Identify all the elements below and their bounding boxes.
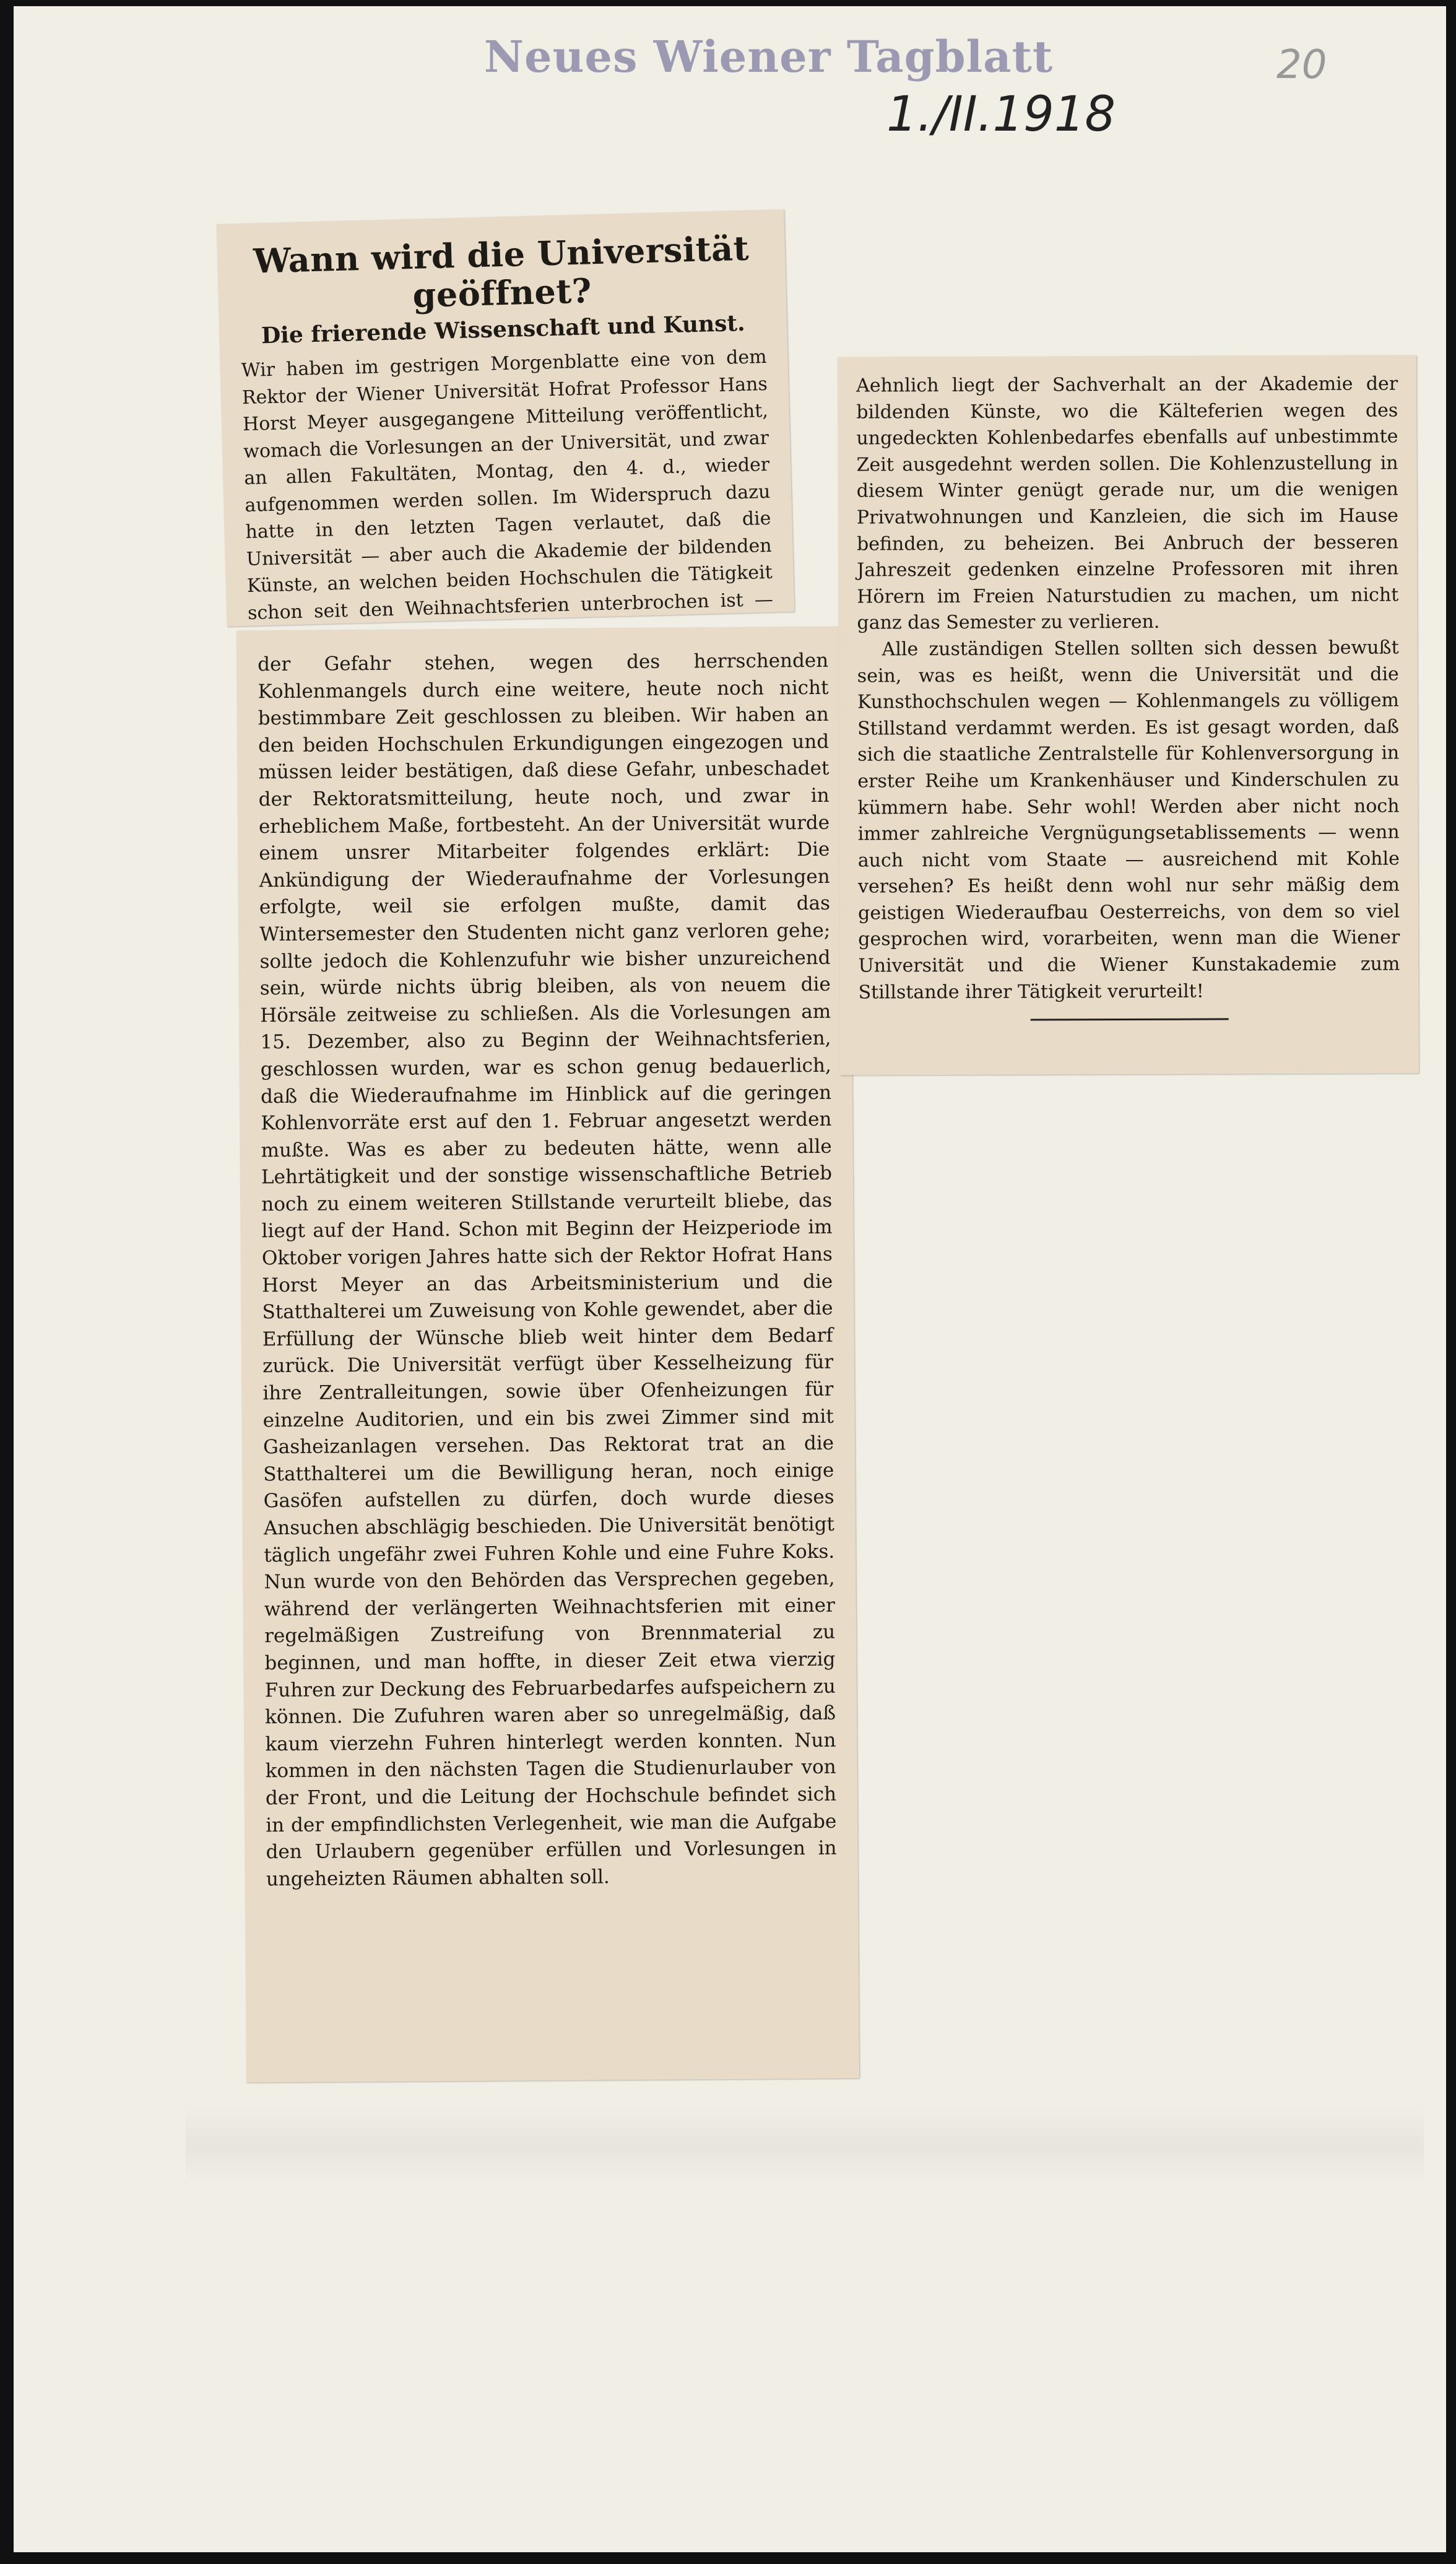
article-paragraph: Alle zuständigen Stellen sollten sich dessen bewußt sein, was es heißt, wenn die Universität und die Kunsthochschulen wegen — Kohlenmangels zu völligem Stillstand verdammt werden. Es ist gesagt worden, daß sich die staatliche Zentralstelle für Kohlenversorgung in erster Reihe um Krankenhäuser und Kinderschulen zu kümmern habe. Sehr wohl! Werden aber nicht noch immer zahlreiche Vergnügungsetablissements — wenn auch nicht vom Staate — ausreichend mit Kohle versehen? Es heißt denn wohl nur sehr mäßig dem geistigen Wiederaufbau Oesterreichs, von dem so viel gesprochen wird, vorarbeiten, wenn man die Wiener Universität und die Wiener Kunstakademie zum Stillstande ihrer Tätigkeit verurteilt! bbox=[857, 637, 1400, 1004]
article-paragraph: Aehnlich liegt der Sachverhalt an der Akademie der bildenden Künste, wo die Kälteferien wegen des ungedeckten Kohlenbedarfes ebenfalls auf unbestimmte Zeit ausgedehnt werden sollen. Die Kohlenzustellung in diesem Winter genügt gerade nur, um die wenigen Privatwohnungen und Kanzleien, die sich im Hause befinden, zu beheizen. Bei Anbruch der besseren Jahreszeit gedenken einzelne Professoren mit ihren Hörern im Freien Naturstudien zu machen, um nicht ganz das Semester zu verlieren. bbox=[856, 373, 1399, 634]
clipping-right-column bbox=[838, 355, 1419, 1075]
article-subheadline: Die frierende Wissenschaft und Kunst. bbox=[261, 310, 746, 349]
scan-shadow bbox=[186, 2105, 1424, 2186]
clipping-headline-part bbox=[217, 209, 795, 627]
newspaper-stamp: Neues Wiener Tagblatt bbox=[484, 31, 1054, 82]
clipping-continuation bbox=[236, 627, 859, 2083]
article-headline: Wann wird die Universität geöffnet? bbox=[253, 228, 750, 315]
page-number: 20 bbox=[1276, 42, 1327, 88]
end-rule bbox=[1030, 1019, 1228, 1021]
article-paragraph: Wir haben im gestrigen Morgenblatte eine von dem Rektor der Wiener Universität Hofrat Professor Hans Horst Meyer ausgegangene Mitteilung veröffentlicht, womach die Vorlesungen an der Universität, und zwar an allen Fakultäten, Montag, den 4. d., wieder aufgenommen werden sollen. Im Widerspruch dazu hatte in den letzten Tagen verlautet, daß die Universität — aber auch die Akademie der bildenden Künste, an welchen beiden Hochschulen die Tätigkeit schon seit den Weihnachtsferien unterbrochen ist — bbox=[241, 345, 774, 624]
article-paragraph: der Gefahr stehen, wegen des herrschenden Kohlenmangels durch eine weitere, heute noch nicht bestimmbare Zeit geschlossen zu bleiben. Wir haben an den beiden Hochschulen Erkundigungen eingezogen und müssen leider bestätigen, daß diese Gefahr, unbeschadet der Rektoratsmitteilung, heute noch, und zwar in erheblichem Maße, fortbesteht. An der Universität wurde einem unsrer Mitarbeiter folgendes erklärt: Die Ankündigung der Wiederaufnahme der Vorlesungen erfolgte, weil sie erfolgen mußte, damit das Wintersemester den Studenten nicht ganz verloren gehe; sollte jedoch die Kohlenzufuhr wie bisher unzureichend sein, würde nichts übrig bleiben, als von neuem die Hörsäle zeitweise zu schließen. Als die Vorlesungen am 15. Dezember, also zu Beginn der Weihnachtsferien, geschlossen wurden, war es schon genug bedauerlich, daß die Wiederaufnahme im Hinblick auf die geringen Kohlenvorräte erst auf den 1. Februar angesetzt werden mußte. Was es aber zu bedeuten hätte, wenn alle Lehrtätigkeit und der sonstige wissenschaftliche Betrieb noch zu einem weiteren Stillstande verurteilt bliebe, das liegt auf der Hand. Schon mit Beginn der Heizperiode im Oktober vorigen Jahres hatte sich der Rektor Hofrat Hans Horst Meyer an das Arbeitsministerium und die Statthalterei um Zuweisung von Kohle gewendet, aber die Erfüllung der Wünsche blieb weit hinter dem Bedarf zurück. Die Universität verfügt über Kesselheizung für ihre Zentralleitungen, sowie über Ofenheizungen für einzelne Auditorien, und ein bis zwei Zimmer sind mit Gasheizanlagen versehen. Das Rektorat trat an die Statthalterei um die Bewilligung heran, noch einige Gasöfen aufstellen zu dürfen, doch wurde dieses Ansuchen abschlägig beschieden. Die Universität benötigt täglich ungefähr zwei Fuhren Kohle und eine Fuhre Koks. Nun wurde von den Behörden das Versprechen gegeben, während der verlängerten Weihnachtsferien mit einer regelmäßigen Zustreifung von Brennmaterial zu beginnen, und man hoffte, in dieser Zeit etwa vierzig Fuhren zur Deckung des Februarbedarfes aufspeichern zu können. Die Zufuhren waren aber so unregelmäßig, daß kaum vierzehn Fuhren hinterlegt werden konnten. Nun kommen in den nächsten Tagen die Studienurlauber von der Front, und die Leitung der Hochschule befindet sich in der empfindlichsten Verlegenheit, wie man die Aufgabe den Urlaubern gegenüber erfüllen und Vorlesungen in ungeheizten Räumen abhalten soll. bbox=[258, 649, 837, 1890]
handwritten-date: 1./II.1918 bbox=[886, 87, 1116, 142]
